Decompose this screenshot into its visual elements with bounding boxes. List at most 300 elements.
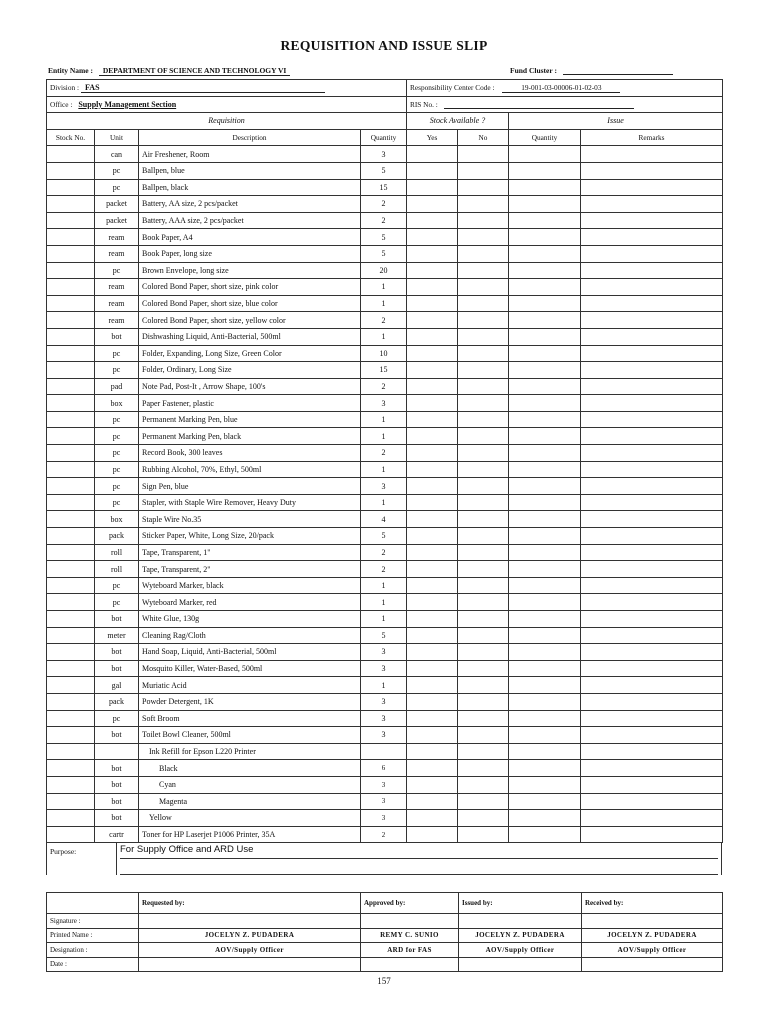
table-row [47, 328, 723, 345]
unit-cell: bot [95, 760, 139, 777]
quantity-cell: 6 [361, 760, 407, 777]
description-cell: Folder, Expanding, Long Size, Green Color [139, 345, 361, 362]
unit-cell: meter [95, 627, 139, 644]
date-approved [361, 957, 459, 972]
description-cell: Folder, Ordinary, Long Size [139, 362, 361, 379]
section-header-row [47, 113, 723, 130]
responsibility-label: Responsibility Center Code : [410, 82, 495, 92]
stock-yes-cell [407, 561, 458, 578]
unit-cell: ream [95, 245, 139, 262]
stock-no-cell [47, 428, 95, 445]
table-row [47, 710, 723, 727]
col-yes: Yes [407, 129, 458, 146]
col-unit: Unit [95, 129, 139, 146]
stock-yes-cell [407, 611, 458, 628]
stock-yes-cell [407, 544, 458, 561]
table-row [47, 727, 723, 744]
form-title: REQUISITION AND ISSUE SLIP [280, 38, 488, 53]
description-cell: Black [139, 760, 361, 777]
issue-quantity-cell [509, 826, 581, 843]
table-row [47, 743, 723, 760]
issue-quantity-cell [509, 810, 581, 827]
remarks-cell [581, 229, 723, 246]
description-cell: Powder Detergent, 1K [139, 693, 361, 710]
quantity-cell: 5 [361, 245, 407, 262]
description-cell: Battery, AA size, 2 pcs/packet [139, 196, 361, 213]
stock-no-avail-cell [458, 544, 509, 561]
description-cell: Wyteboard Marker, black [139, 577, 361, 594]
description-cell: Cleaning Rag/Cloth [139, 627, 361, 644]
table-row [47, 776, 723, 793]
unit-cell: box [95, 511, 139, 528]
description-cell: Ballpen, blue [139, 162, 361, 179]
unit-cell: pc [95, 411, 139, 428]
unit-cell: bot [95, 810, 139, 827]
unit-cell: box [95, 395, 139, 412]
issue-quantity-cell [509, 611, 581, 628]
stock-no-avail-cell [458, 677, 509, 694]
description-cell: Colored Bond Paper, short size, yellow color [139, 312, 361, 329]
issue-quantity-cell [509, 511, 581, 528]
issue-quantity-cell [509, 146, 581, 163]
stock-no-cell [47, 179, 95, 196]
stock-no-avail-cell [458, 693, 509, 710]
remarks-cell [581, 727, 723, 744]
table-row [47, 461, 723, 478]
description-cell: Book Paper, A4 [139, 229, 361, 246]
remarks-cell [581, 544, 723, 561]
description-cell: Ink Refill for Epson L220 Printer [139, 743, 361, 760]
purpose-value: For Supply Office and ARD Use [120, 844, 718, 859]
table-row [47, 229, 723, 246]
quantity-cell: 5 [361, 528, 407, 545]
stock-no-cell [47, 544, 95, 561]
description-cell: Magenta [139, 793, 361, 810]
division-label: Division : [50, 82, 79, 92]
stock-no-avail-cell [458, 494, 509, 511]
remarks-cell [581, 710, 723, 727]
stock-no-avail-cell [458, 826, 509, 843]
stock-no-avail-cell [458, 577, 509, 594]
unit-cell: can [95, 146, 139, 163]
stock-yes-cell [407, 677, 458, 694]
remarks-cell [581, 262, 723, 279]
stock-no-cell [47, 212, 95, 229]
stock-no-cell [47, 295, 95, 312]
stock-no-avail-cell [458, 594, 509, 611]
stock-no-cell [47, 262, 95, 279]
table-row [47, 611, 723, 628]
stock-no-avail-cell [458, 461, 509, 478]
issue-quantity-cell [509, 644, 581, 661]
unit-cell: pad [95, 378, 139, 395]
designation-received: AOV/Supply Officer [582, 943, 723, 958]
unit-cell: roll [95, 544, 139, 561]
stock-yes-cell [407, 411, 458, 428]
unit-cell: cartr [95, 826, 139, 843]
stock-yes-cell [407, 478, 458, 495]
quantity-cell: 1 [361, 611, 407, 628]
description-cell: Air Freshener, Room [139, 146, 361, 163]
stock-yes-cell [407, 328, 458, 345]
description-cell: Dishwashing Liquid, Anti-Bacterial, 500ml [139, 328, 361, 345]
remarks-cell [581, 445, 723, 462]
unit-cell: pc [95, 179, 139, 196]
entity-name-field [48, 66, 290, 76]
table-row [47, 378, 723, 395]
stock-no-avail-cell [458, 179, 509, 196]
quantity-cell: 5 [361, 627, 407, 644]
table-row [47, 411, 723, 428]
quantity-cell: 1 [361, 461, 407, 478]
requested-by-label: Requested by: [139, 893, 361, 914]
responsibility-code: 19-001-03-00006-01-02-03 [502, 83, 620, 93]
stock-no-cell [47, 378, 95, 395]
description-cell: Permanent Marking Pen, blue [139, 411, 361, 428]
stock-no-cell [47, 627, 95, 644]
remarks-cell [581, 677, 723, 694]
description-cell: White Glue, 130g [139, 611, 361, 628]
stock-no-cell [47, 395, 95, 412]
stock-no-avail-cell [458, 793, 509, 810]
printed-name-received: JOCELYN Z. PUDADERA [582, 928, 723, 943]
description-cell: Sticker Paper, White, Long Size, 20/pack [139, 528, 361, 545]
issue-quantity-cell [509, 461, 581, 478]
unit-cell: pack [95, 693, 139, 710]
col-no: No [458, 129, 509, 146]
table-row [47, 810, 723, 827]
stock-no-cell [47, 743, 95, 760]
col-remarks: Remarks [581, 129, 723, 146]
designation-issued: AOV/Supply Officer [459, 943, 582, 958]
remarks-cell [581, 328, 723, 345]
remarks-cell [581, 594, 723, 611]
unit-cell: ream [95, 229, 139, 246]
remarks-cell [581, 162, 723, 179]
stock-no-avail-cell [458, 428, 509, 445]
stock-yes-cell [407, 245, 458, 262]
issue-quantity-cell [509, 378, 581, 395]
requisition-table [46, 79, 723, 843]
stock-yes-cell [407, 312, 458, 329]
date-issued [459, 957, 582, 972]
unit-cell: ream [95, 295, 139, 312]
quantity-cell: 5 [361, 229, 407, 246]
unit-cell: ream [95, 279, 139, 296]
issue-quantity-cell [509, 245, 581, 262]
stock-no-avail-cell [458, 411, 509, 428]
signature-label: Signature : [47, 914, 139, 929]
table-row [47, 544, 723, 561]
quantity-cell: 1 [361, 295, 407, 312]
description-cell: Colored Bond Paper, short size, pink color [139, 279, 361, 296]
entity-name-value: DEPARTMENT OF SCIENCE AND TECHNOLOGY VI [99, 66, 290, 76]
remarks-cell [581, 362, 723, 379]
table-row [47, 312, 723, 329]
table-row [47, 577, 723, 594]
stock-no-avail-cell [458, 445, 509, 462]
quantity-cell [361, 743, 407, 760]
stock-no-cell [47, 461, 95, 478]
purpose-label: Purpose: [47, 843, 117, 860]
stock-no-cell [47, 810, 95, 827]
fund-cluster-label: Fund Cluster : [510, 66, 557, 75]
unit-cell: bot [95, 776, 139, 793]
purpose-section [46, 842, 722, 875]
stock-no-avail-cell [458, 644, 509, 661]
stock-yes-cell [407, 279, 458, 296]
stock-yes-cell [407, 727, 458, 744]
stock-yes-cell [407, 644, 458, 661]
table-row [47, 395, 723, 412]
quantity-cell: 2 [361, 378, 407, 395]
remarks-cell [581, 345, 723, 362]
quantity-cell: 3 [361, 776, 407, 793]
division-row [47, 80, 723, 97]
table-row [47, 644, 723, 661]
stock-no-avail-cell [458, 362, 509, 379]
fund-cluster-blank [563, 66, 673, 75]
stock-no-cell [47, 561, 95, 578]
description-cell: Battery, AAA size, 2 pcs/packet [139, 212, 361, 229]
stock-no-cell [47, 511, 95, 528]
remarks-cell [581, 577, 723, 594]
stock-yes-cell [407, 345, 458, 362]
stock-yes-cell [407, 494, 458, 511]
remarks-cell [581, 511, 723, 528]
table-row [47, 295, 723, 312]
unit-cell: bot [95, 611, 139, 628]
table-row [47, 262, 723, 279]
remarks-cell [581, 561, 723, 578]
division-value: FAS [81, 83, 325, 93]
stock-no-cell [47, 660, 95, 677]
stock-yes-cell [407, 710, 458, 727]
stock-no-avail-cell [458, 229, 509, 246]
unit-cell: ream [95, 312, 139, 329]
issue-quantity-cell [509, 395, 581, 412]
issue-quantity-cell [509, 577, 581, 594]
approved-by-label: Approved by: [361, 893, 459, 914]
issue-quantity-cell [509, 677, 581, 694]
remarks-cell [581, 295, 723, 312]
issue-quantity-cell [509, 627, 581, 644]
table-row [47, 279, 723, 296]
stock-no-cell [47, 677, 95, 694]
stock-no-cell [47, 146, 95, 163]
quantity-cell: 2 [361, 312, 407, 329]
quantity-cell: 20 [361, 262, 407, 279]
issue-quantity-cell [509, 295, 581, 312]
quantity-cell: 2 [361, 212, 407, 229]
stock-no-cell [47, 279, 95, 296]
remarks-cell [581, 411, 723, 428]
stock-yes-cell [407, 179, 458, 196]
stock-yes-cell [407, 262, 458, 279]
stock-yes-cell [407, 627, 458, 644]
table-row [47, 594, 723, 611]
issue-quantity-cell [509, 760, 581, 777]
issue-quantity-cell [509, 776, 581, 793]
stock-yes-cell [407, 793, 458, 810]
remarks-cell [581, 660, 723, 677]
quantity-cell: 15 [361, 179, 407, 196]
quantity-cell: 15 [361, 362, 407, 379]
stock-no-avail-cell [458, 378, 509, 395]
stock-no-avail-cell [458, 710, 509, 727]
remarks-cell [581, 428, 723, 445]
unit-cell: bot [95, 328, 139, 345]
signature-received [582, 914, 723, 929]
office-value: Supply Management Section [78, 99, 177, 109]
stock-no-cell [47, 196, 95, 213]
stock-yes-cell [407, 743, 458, 760]
stock-yes-cell [407, 660, 458, 677]
table-row [47, 179, 723, 196]
unit-cell [95, 743, 139, 760]
section-issue: Issue [509, 113, 723, 130]
issued-by-label: Issued by: [459, 893, 582, 914]
issue-quantity-cell [509, 312, 581, 329]
description-cell: Permanent Marking Pen, black [139, 428, 361, 445]
table-row [47, 212, 723, 229]
issue-quantity-cell [509, 660, 581, 677]
quantity-cell: 1 [361, 428, 407, 445]
quantity-cell: 3 [361, 710, 407, 727]
stock-yes-cell [407, 693, 458, 710]
description-cell: Colored Bond Paper, short size, blue color [139, 295, 361, 312]
description-cell: Cyan [139, 776, 361, 793]
column-header-row [47, 129, 723, 146]
description-cell: Toilet Bowl Cleaner, 500ml [139, 727, 361, 744]
entity-name-label: Entity Name : [48, 66, 93, 75]
unit-cell: pc [95, 362, 139, 379]
description-cell: Soft Broom [139, 710, 361, 727]
unit-cell: bot [95, 644, 139, 661]
ris-label: RIS No. : [410, 99, 438, 109]
printed-name-issued: JOCELYN Z. PUDADERA [459, 928, 582, 943]
quantity-cell: 5 [361, 162, 407, 179]
quantity-cell: 10 [361, 345, 407, 362]
remarks-cell [581, 179, 723, 196]
stock-no-cell [47, 229, 95, 246]
issue-quantity-cell [509, 162, 581, 179]
quantity-cell: 1 [361, 494, 407, 511]
stock-no-cell [47, 611, 95, 628]
remarks-cell [581, 461, 723, 478]
stock-no-cell [47, 760, 95, 777]
remarks-cell [581, 395, 723, 412]
stock-no-avail-cell [458, 395, 509, 412]
stock-no-avail-cell [458, 328, 509, 345]
stock-no-cell [47, 245, 95, 262]
stock-yes-cell [407, 776, 458, 793]
stock-yes-cell [407, 594, 458, 611]
table-row [47, 362, 723, 379]
unit-cell: gal [95, 677, 139, 694]
signature-issued [459, 914, 582, 929]
issue-quantity-cell [509, 328, 581, 345]
table-row [47, 677, 723, 694]
unit-cell: pc [95, 710, 139, 727]
stock-no-avail-cell [458, 561, 509, 578]
stock-no-cell [47, 312, 95, 329]
stock-yes-cell [407, 196, 458, 213]
stock-yes-cell [407, 760, 458, 777]
stock-yes-cell [407, 528, 458, 545]
section-stock-available: Stock Available ? [407, 113, 509, 130]
stock-no-cell [47, 494, 95, 511]
page-number: 157 [377, 976, 391, 986]
unit-cell: pc [95, 445, 139, 462]
table-row [47, 561, 723, 578]
stock-yes-cell [407, 810, 458, 827]
unit-cell: packet [95, 196, 139, 213]
issue-quantity-cell [509, 494, 581, 511]
issue-quantity-cell [509, 428, 581, 445]
stock-no-avail-cell [458, 262, 509, 279]
quantity-cell: 2 [361, 544, 407, 561]
stock-no-cell [47, 411, 95, 428]
remarks-cell [581, 494, 723, 511]
unit-cell: pc [95, 494, 139, 511]
quantity-cell: 3 [361, 727, 407, 744]
stock-no-cell [47, 528, 95, 545]
office-label: Office : [50, 99, 73, 109]
remarks-cell [581, 378, 723, 395]
stock-no-cell [47, 727, 95, 744]
quantity-cell: 3 [361, 644, 407, 661]
issue-quantity-cell [509, 478, 581, 495]
stock-no-cell [47, 345, 95, 362]
fund-cluster-field [510, 66, 673, 75]
remarks-cell [581, 693, 723, 710]
office-row [47, 96, 723, 113]
description-cell: Wyteboard Marker, red [139, 594, 361, 611]
col-issue-quantity: Quantity [509, 129, 581, 146]
description-cell: Note Pad, Post-It , Arrow Shape, 100's [139, 378, 361, 395]
unit-cell: pc [95, 262, 139, 279]
quantity-cell: 2 [361, 826, 407, 843]
stock-no-avail-cell [458, 345, 509, 362]
issue-quantity-cell [509, 561, 581, 578]
stock-no-avail-cell [458, 146, 509, 163]
stock-yes-cell [407, 229, 458, 246]
quantity-cell: 1 [361, 577, 407, 594]
table-row [47, 826, 723, 843]
table-row [47, 528, 723, 545]
issue-quantity-cell [509, 727, 581, 744]
description-cell: Hand Soap, Liquid, Anti-Bacterial, 500ml [139, 644, 361, 661]
table-row [47, 428, 723, 445]
description-cell: Tape, Transparent, 1" [139, 544, 361, 561]
date-received [582, 957, 723, 972]
description-cell: Brown Envelope, long size [139, 262, 361, 279]
description-cell: Record Book, 300 leaves [139, 445, 361, 462]
remarks-cell [581, 776, 723, 793]
remarks-cell [581, 528, 723, 545]
stock-no-avail-cell [458, 727, 509, 744]
quantity-cell: 3 [361, 478, 407, 495]
description-cell: Stapler, with Staple Wire Remover, Heavy Duty [139, 494, 361, 511]
quantity-cell: 3 [361, 810, 407, 827]
received-by-label: Received by: [582, 893, 723, 914]
stock-no-avail-cell [458, 776, 509, 793]
stock-no-avail-cell [458, 312, 509, 329]
stock-yes-cell [407, 146, 458, 163]
stock-no-cell [47, 644, 95, 661]
issue-quantity-cell [509, 279, 581, 296]
